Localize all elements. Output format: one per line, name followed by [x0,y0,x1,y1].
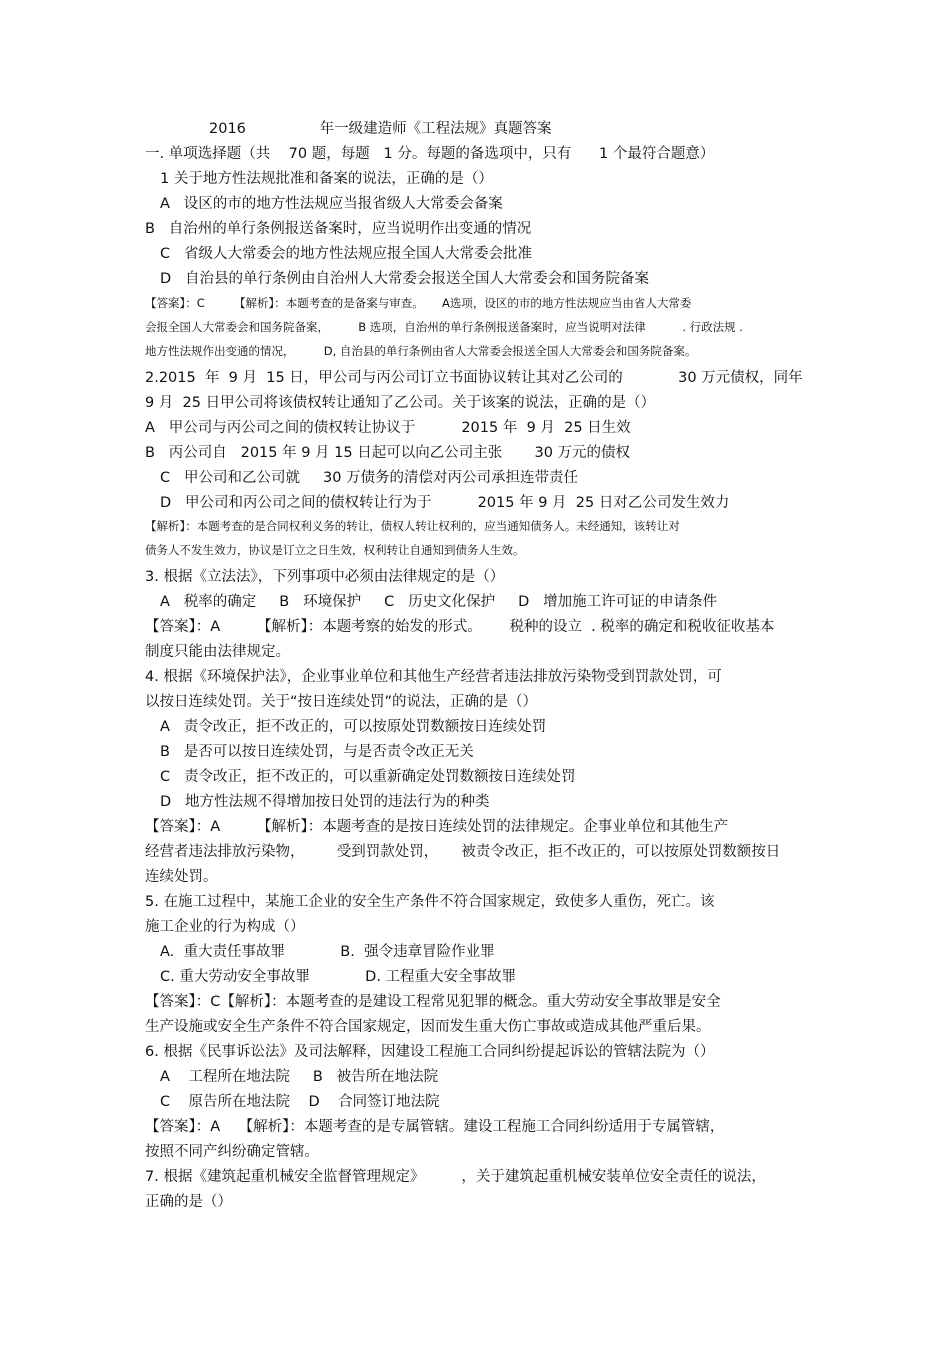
question-2-stem-cont: 9 月 25 日甲公司将该债权转让通知了乙公司。关于该案的说法，正确的是（） [145,395,656,411]
question-2-analysis: 【解析】：本题考查的是合同权利义务的转让，债权人转让权利的，应当通知债务人。未经通知，该转让对 [145,519,680,533]
question-6-answer-cont: 按照不同产纠纷确定管辖。 [145,1144,319,1160]
question-5-options-ab: A. 重大责任事故罪 B. 强令违章冒险作业罪 [160,944,495,960]
question-2-stem: 2.2015 年 9 月 15 日，甲公司与丙公司订立书面协议转让其对乙公司的 30 万元债权，同年 [145,370,803,386]
question-5-options-cd: C. 重大劳动安全事故罪 D. 工程重大安全事故罪 [160,969,517,985]
question-4-answer-cont: 连续处罚。 [145,869,218,885]
question-1-option-b: B 自治州的单行条例报送备案时，应当说明作出变通的情况 [145,221,532,237]
question-1-answer-cont: 会报全国人大常委会和国务院备案， B 选项，自治州的单行条例报送备案时，应当说明对法律 . 行政法规 . [145,320,743,334]
question-1-stem: 1 关于地方性法规批准和备案的说法，正确的是（） [160,171,493,187]
question-1-option-c: C 省级人大常委会的地方性法规应报全国人大常委会批准 [160,246,532,262]
question-5-stem-cont: 施工企业的行为构成（） [145,919,305,935]
question-6-answer: 【答案】：A 【解析】：本题考查的是专属管辖。建设工程施工合同纠纷适用于专属管辖， [145,1119,725,1135]
question-2-option-d: D 甲公司和丙公司之间的债权转让行为于 2015 年 9 月 25 日对乙公司发生效力 [160,495,730,511]
question-2-option-c: C 甲公司和乙公司就 30 万债务的清偿对丙公司承担连带责任 [160,470,579,486]
question-6-stem: 6. 根据《民事诉讼法》及司法解释，因建设工程施工合同纠纷提起诉讼的管辖法院为（） [145,1044,715,1060]
question-7-stem: 7. 根据《建筑起重机械安全监督管理规定》 ，关于建筑起重机械安装单位安全责任的说法， [145,1169,766,1185]
question-2-option-a: A 甲公司与丙公司之间的债权转让协议于 2015 年 9 月 25 日生效 [145,420,631,436]
question-1-answer: 【答案】：C 【解析】：本题考查的是备案与审查。 A选项，设区的市的地方性法规应当由省人大常委 [145,296,692,310]
question-4-stem: 4. 根据《环境保护法》，企业事业单位和其他生产经营者违法排放污染物受到罚款处罚，可 [145,669,722,685]
question-4-stem-cont: 以按日连续处罚。关于“按日连续处罚”的说法，正确的是（） [145,694,538,710]
question-4-answer: 【答案】：A 【解析】：本题考查的是按日连续处罚的法律规定。企事业单位和其他生产 [145,819,729,835]
question-2-option-b: B 丙公司自 2015 年 9 月 15 日起可以向乙公司主张 30 万元的债权 [145,445,631,461]
question-6-options-cd: C 原告所在地法院 D 合同签订地法院 [160,1094,440,1110]
question-3-answer: 【答案】：A 【解析】：本题考察的始发的形式。 税种的设立 . 税率的确定和税收征收基本 [145,619,775,635]
question-2-analysis-cont: 债务人不发生效力，协议是订立之日生效，权利转让自通知到债务人生效。 [145,543,525,557]
question-4-option-a: A 责令改正，拒不改正的，可以按原处罚数额按日连续处罚 [160,719,547,735]
question-3-stem: 3. 根据《立法法》，下列事项中必须由法律规定的是（） [145,569,505,585]
question-4-option-b: B 是否可以按日连续处罚，与是否责令改正无关 [160,744,474,760]
question-4-option-d: D 地方性法规不得增加按日处罚的违法行为的种类 [160,794,490,810]
question-3-answer-cont: 制度只能由法律规定。 [145,644,290,660]
question-5-answer: 【答案】：C【解析】：本题考查的是建设工程常见犯罪的概念。重大劳动安全事故罪是安全 [145,994,721,1010]
question-5-stem: 5. 在施工过程中，某施工企业的安全生产条件不符合国家规定，致使多人重伤，死亡。该 [145,894,715,910]
question-1-option-a: A 设区的市的地方性法规应当报省级人大常委会备案 [160,196,503,212]
question-5-answer-cont: 生产设施或安全生产条件不符合国家规定，因而发生重大伤亡事故或造成其他严重后果。 [145,1019,711,1035]
question-3-options: A 税率的确定 B 环境保护 C 历史文化保护 D 增加施工许可证的申请条件 [160,594,718,610]
document-title: 2016 年一级建造师《工程法规》真题答案 [209,121,552,137]
question-7-stem-cont: 正确的是（） [145,1194,232,1210]
question-1-answer-cont: 地方性法规作出变通的情况， D, 自治县的单行条例由省人大常委会报送全国人大常委会和国务院备案。 [145,344,697,358]
section-heading: 一. 单项选择题（共 70 题，每题 1 分。每题的备选项中，只有 1 个最符合题意） [145,146,715,162]
question-6-options-ab: A 工程所在地法院 B 被告所在地法院 [160,1069,439,1085]
question-4-option-c: C 责令改正，拒不改正的，可以重新确定处罚数额按日连续处罚 [160,769,576,785]
question-4-answer-cont: 经营者违法排放污染物， 受到罚款处罚， 被责令改正，拒不改正的，可以按原处罚数额按日 [145,844,781,860]
question-1-option-d: D 自治县的单行条例由自治州人大常委会报送全国人大常委会和国务院备案 [160,271,649,287]
